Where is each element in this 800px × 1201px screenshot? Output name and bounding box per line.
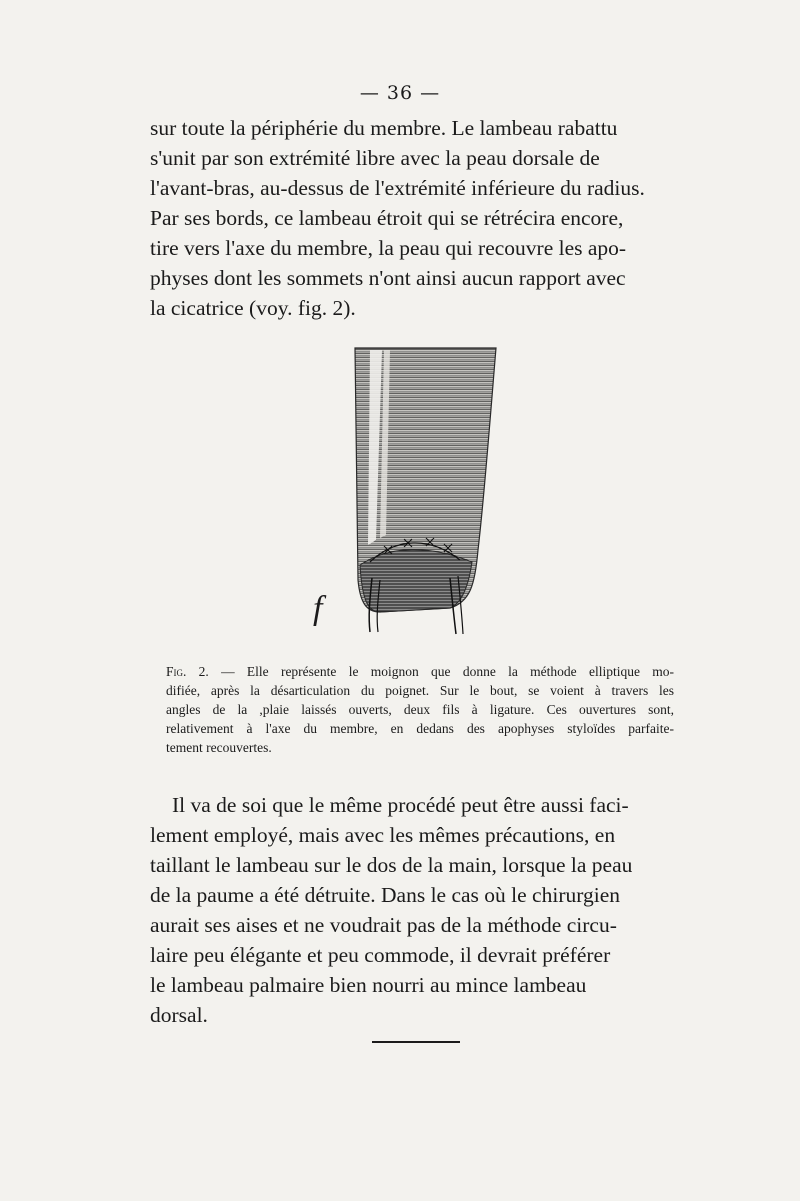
text-line: aurait ses aises et ne voudrait pas de la méthode circu-	[150, 913, 617, 937]
text-line: l'avant-bras, au-dessus de l'extrémité inférieure du radius.	[150, 176, 645, 200]
text-line: sur toute la périphérie du membre. Le lambeau rabattu	[150, 116, 618, 140]
page-number: — 36 —	[359, 82, 441, 104]
caption-line: angles de la ,plaie laissés ouverts, deux fils à ligature. Ces ouvertures sont,	[166, 702, 674, 717]
text-line: de la paume a été détruite. Dans le cas où le chirurgien	[150, 883, 621, 907]
caption-line: tement recouvertes.	[166, 740, 272, 755]
section-divider	[372, 1041, 460, 1043]
caption-line	[166, 662, 674, 681]
paragraph-1	[150, 113, 672, 323]
text-line: Par ses bords, ce lambeau étroit qui se rétrécira encore,	[150, 206, 624, 230]
text-line: s'unit par son extrémité libre avec la peau dorsale de	[150, 146, 600, 170]
text-line: dorsal.	[150, 1003, 208, 1027]
figure-label: Fig. 2.	[166, 664, 209, 679]
figure-letter-f: f	[313, 590, 323, 627]
caption-line: difiée, après la désarticulation du poignet. Sur le bout, se voient à travers les	[166, 683, 674, 698]
caption-line: relativement à l'axe du membre, en dedans des apophyses styloïdes parfaite-	[166, 721, 674, 736]
stump-illustration	[300, 340, 500, 640]
text-line: Il va de soi que le même procédé peut être aussi faci-	[172, 793, 629, 817]
paragraph-2	[150, 790, 672, 1030]
text-line: la cicatrice (voy. fig. 2).	[150, 296, 356, 320]
figure-caption	[166, 662, 674, 757]
caption-text: — Elle représente le moignon que donne la méthode elliptique mo-	[208, 664, 674, 679]
text-line: laire peu élégante et peu commode, il devrait préférer	[150, 943, 611, 967]
text-line: physes dont les sommets n'ont ainsi aucun rapport avec	[150, 266, 626, 290]
text-line: taillant le lambeau sur le dos de la main, lorsque la peau	[150, 853, 633, 877]
text-line: le lambeau palmaire bien nourri au mince lambeau	[150, 973, 587, 997]
text-line: lement employé, mais avec les mêmes précautions, en	[150, 823, 616, 847]
text-line: tire vers l'axe du membre, la peau qui recouvre les apo-	[150, 236, 627, 260]
